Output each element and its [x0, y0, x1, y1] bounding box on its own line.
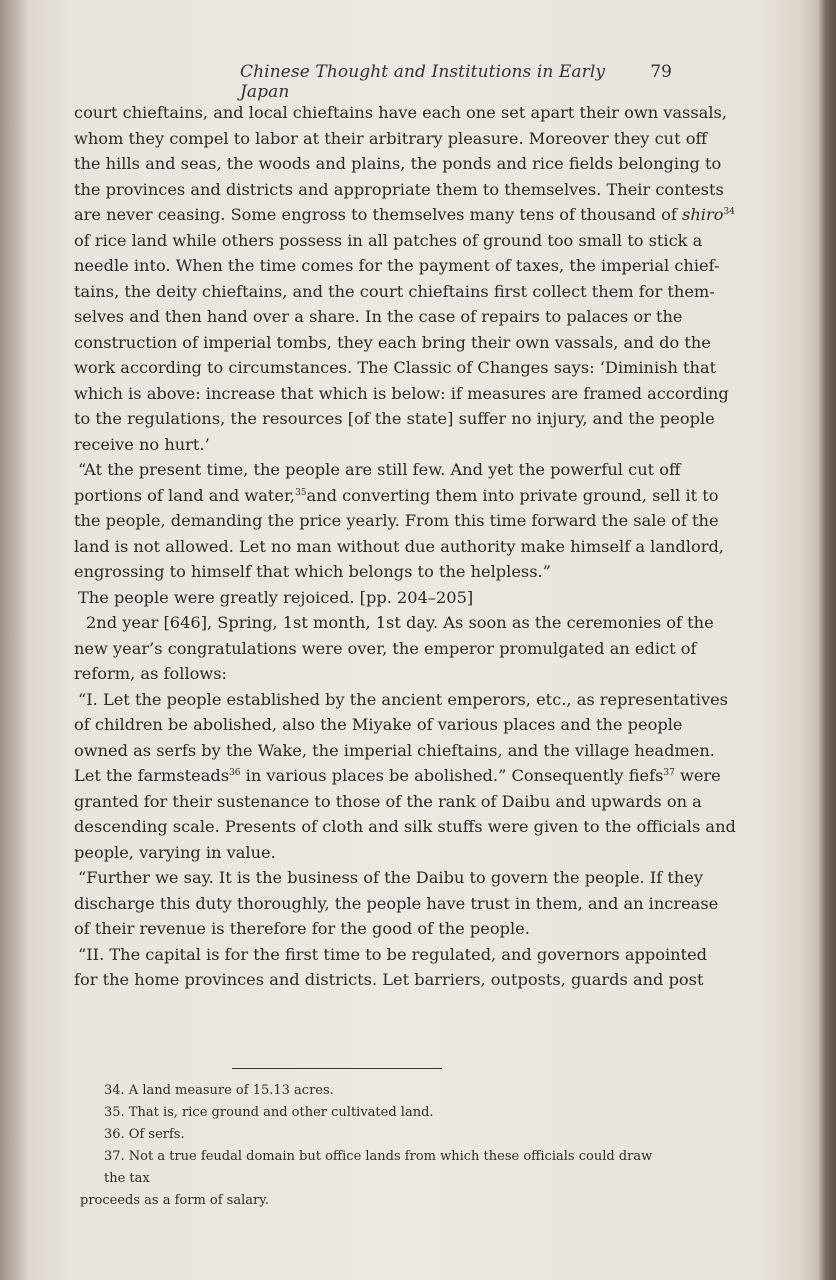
text-line: descending scale. Presents of cloth and silk stuffs were given to the officials and	[74, 817, 736, 836]
footnote-ref-37[interactable]: 37	[663, 768, 675, 778]
footnote-ref-35[interactable]: 35	[295, 487, 307, 498]
text-line: The people were greatly rejoiced. [pp. 204–205]	[78, 587, 474, 607]
page-number: 79	[650, 62, 672, 82]
text-span: in various places be abolished.” Consequently fiefs	[240, 766, 664, 785]
text-span: and converting them into private ground, sell it to	[306, 485, 719, 505]
footnotes	[80, 1080, 674, 1212]
text-line: construction of imperial tombs, they each bring their own vassals, and do the	[74, 332, 711, 352]
footnote-35: 35. That is, rice ground and other cultivated land.	[104, 1105, 434, 1120]
text-line: “At the present time, the people are still few. And yet the powerful cut off	[78, 460, 681, 479]
footnote-ref-36[interactable]: 36	[229, 768, 241, 778]
italic-term: shiro	[682, 205, 724, 224]
text-line: the people, demanding the price yearly. From this time forward the sale of the	[74, 511, 719, 530]
text-line: granted for their sustenance to those of the rank of Daibu and upwards on a	[74, 791, 702, 811]
footnote-divider	[232, 1068, 442, 1069]
text-line: 2nd year [646], Spring, 1st month, 1st day. As soon as the ceremonies of the	[86, 613, 714, 632]
text-span: portions of land and water,	[74, 485, 296, 505]
text-line: the hills and seas, the woods and plains, the ponds and rice fields belonging to	[74, 154, 722, 173]
footnote-37-continued: proceeds as a form of salary.	[80, 1193, 269, 1208]
text-line: “Further we say. It is the business of the Daibu to govern the people. If they	[78, 868, 704, 887]
text-line: of rice land while others possess in all patches of ground too small to stick a	[74, 230, 703, 250]
text-line	[74, 483, 719, 509]
footnote-34: 34. A land measure of 15.13 acres.	[104, 1083, 334, 1098]
text-line: of children be abolished, also the Miyake of various places and the people	[74, 715, 683, 734]
text-span: were	[674, 766, 721, 785]
running-title: Chinese Thought and Institutions in Early Japan	[240, 62, 606, 102]
text-line: people, varying in value.	[74, 842, 276, 862]
text-line: for the home provinces and districts. Let barriers, outposts, guards and post	[74, 970, 704, 989]
text-line: land is not allowed. Let no man without due authority make himself a landlord,	[74, 536, 724, 556]
text-line: reform, as follows:	[74, 664, 227, 683]
text-line: “II. The capital is for the first time to be regulated, and governors appointed	[78, 944, 708, 964]
text-span: are never ceasing. Some engross to themselves many tens of thousand of	[74, 205, 683, 224]
text-line: tains, the deity chieftains, and the court chieftains first collect them for them-	[74, 281, 715, 301]
text-line: receive no hurt.’	[74, 434, 210, 454]
body-text	[74, 100, 736, 993]
text-line: owned as serfs by the Wake, the imperial chieftains, and the village headmen.	[74, 740, 715, 760]
text-line: the provinces and districts and appropriate them to themselves. Their contests	[74, 179, 724, 199]
footnote-ref-34[interactable]: 34	[723, 207, 735, 217]
text-line: engrossing to himself that which belongs to the helpless.”	[74, 562, 551, 581]
text-line: discharge this duty thoroughly, the people have trust in them, and an increase	[74, 893, 719, 913]
running-header	[240, 62, 680, 102]
text-line: selves and then hand over a share. In the case of repairs to palaces or the	[74, 307, 683, 326]
text-line: which is above: increase that which is below: if measures are framed according	[74, 383, 729, 403]
text-line: “I. Let the people established by the ancient emperors, etc., as representatives	[78, 689, 728, 709]
text-line: new year’s congratulations were over, the emperor promulgated an edict of	[74, 638, 697, 658]
text-line: whom they compel to labor at their arbitrary pleasure. Moreover they cut off	[74, 128, 707, 148]
text-line: work according to circumstances. The Classic of Changes says: ‘Diminish that	[74, 358, 717, 377]
footnote-37: 37. Not a true feudal domain but office lands from which these officials could draw the tax	[104, 1149, 653, 1186]
text-line	[74, 202, 735, 228]
text-span: Let the farmsteads	[74, 766, 230, 785]
footnote-36: 36. Of serfs.	[104, 1127, 185, 1142]
text-line: of their revenue is therefore for the good of the people.	[74, 919, 530, 938]
text-line: to the regulations, the resources [of the state] suffer no injury, and the people	[74, 409, 715, 428]
text-line: court chieftains, and local chieftains have each one set apart their own vassals,	[74, 103, 727, 122]
text-line	[74, 763, 721, 789]
text-line: needle into. When the time comes for the payment of taxes, the imperial chief-	[74, 256, 720, 275]
